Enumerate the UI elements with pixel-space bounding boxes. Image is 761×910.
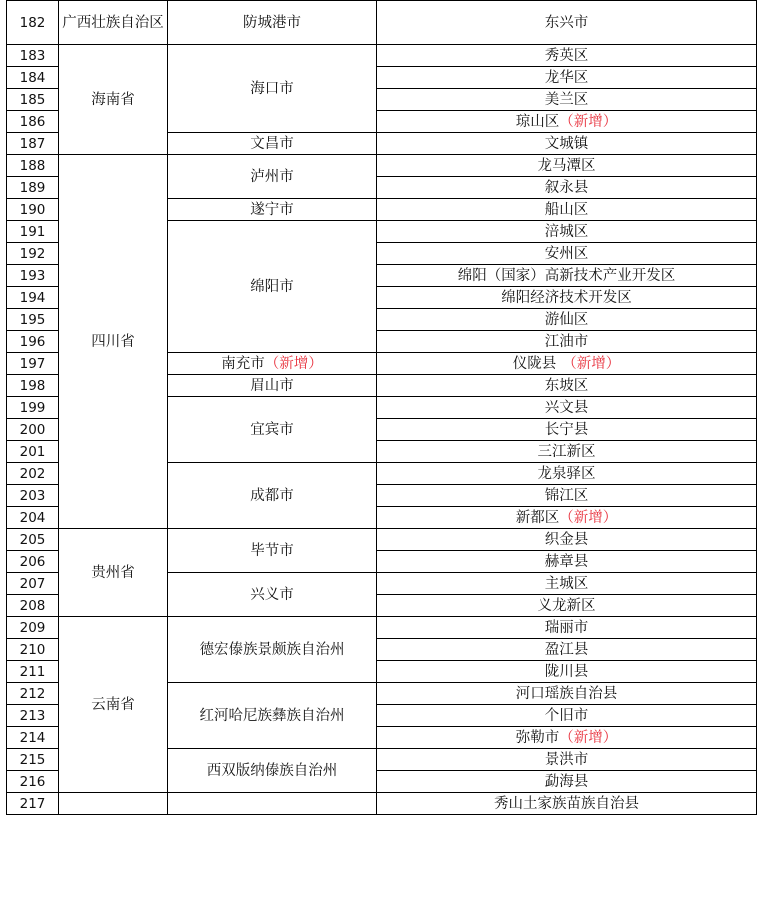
district-cell: 船山区	[377, 199, 757, 221]
table-row	[7, 617, 757, 639]
district-cell: 义龙新区	[377, 595, 757, 617]
district-cell: 景洪市	[377, 749, 757, 771]
row-number: 185	[7, 89, 59, 111]
district-cell: 河口瑶族自治县	[377, 683, 757, 705]
row-number: 217	[7, 793, 59, 815]
row-number: 193	[7, 265, 59, 287]
district-cell: 文城镇	[377, 133, 757, 155]
district-cell: 安州区	[377, 243, 757, 265]
city-cell: 防城港市	[168, 1, 377, 45]
province-cell: 四川省	[59, 155, 168, 529]
row-number: 187	[7, 133, 59, 155]
row-number: 211	[7, 661, 59, 683]
district-cell: 龙泉驿区	[377, 463, 757, 485]
district-name: 琼山区	[515, 113, 560, 130]
row-number: 213	[7, 705, 59, 727]
district-cell: 江油市	[377, 331, 757, 353]
district-cell: 织金县	[377, 529, 757, 551]
district-cell: 龙华区	[377, 67, 757, 89]
table-row	[7, 1, 757, 45]
district-cell: 游仙区	[377, 309, 757, 331]
row-number: 203	[7, 485, 59, 507]
district-cell	[377, 727, 757, 749]
row-number: 201	[7, 441, 59, 463]
district-cell: 陇川县	[377, 661, 757, 683]
row-number: 188	[7, 155, 59, 177]
row-number: 196	[7, 331, 59, 353]
row-number: 184	[7, 67, 59, 89]
new-badge: （新增）	[559, 113, 618, 130]
district-cell: 兴文县	[377, 397, 757, 419]
row-number: 216	[7, 771, 59, 793]
district-cell: 个旧市	[377, 705, 757, 727]
row-number: 204	[7, 507, 59, 529]
city-cell: 绵阳市	[168, 221, 377, 353]
district-cell: 涪城区	[377, 221, 757, 243]
table-row	[7, 45, 757, 67]
district-cell: 叙永县	[377, 177, 757, 199]
city-cell: 文昌市	[168, 133, 377, 155]
row-number: 189	[7, 177, 59, 199]
city-cell	[168, 793, 377, 815]
row-number: 198	[7, 375, 59, 397]
row-number: 205	[7, 529, 59, 551]
district-name: 弥勒市	[515, 729, 560, 746]
new-badge: （新增）	[559, 729, 618, 746]
province-cell: 云南省	[59, 617, 168, 793]
district-name: 新都区	[515, 509, 560, 526]
district-name: 仪陇县	[512, 355, 557, 372]
district-cell: 勐海县	[377, 771, 757, 793]
row-number: 210	[7, 639, 59, 661]
row-number: 192	[7, 243, 59, 265]
district-cell: 美兰区	[377, 89, 757, 111]
new-badge: （新增）	[562, 355, 621, 372]
province-cell: 广西壮族自治区	[59, 1, 168, 45]
table-row	[7, 155, 757, 177]
province-cell: 贵州省	[59, 529, 168, 617]
city-cell: 海口市	[168, 45, 377, 133]
district-cell: 龙马潭区	[377, 155, 757, 177]
row-number: 212	[7, 683, 59, 705]
district-cell: 绵阳（国家）高新技术产业开发区	[377, 265, 757, 287]
new-badge: （新增）	[264, 355, 323, 372]
district-cell: 三江新区	[377, 441, 757, 463]
row-number: 182	[7, 1, 59, 45]
province-cell: 海南省	[59, 45, 168, 155]
row-number: 209	[7, 617, 59, 639]
row-number: 199	[7, 397, 59, 419]
district-cell: 主城区	[377, 573, 757, 595]
district-cell: 秀英区	[377, 45, 757, 67]
city-name: 南充市	[221, 355, 265, 372]
new-badge: （新增）	[559, 509, 618, 526]
district-cell	[377, 111, 757, 133]
city-cell: 成都市	[168, 463, 377, 529]
district-cell: 东兴市	[377, 1, 757, 45]
row-number: 202	[7, 463, 59, 485]
table-row	[7, 529, 757, 551]
region-table	[6, 0, 757, 815]
row-number: 186	[7, 111, 59, 133]
row-number: 207	[7, 573, 59, 595]
city-cell	[168, 353, 377, 375]
district-cell: 盈江县	[377, 639, 757, 661]
row-number: 214	[7, 727, 59, 749]
row-number: 190	[7, 199, 59, 221]
city-cell: 西双版纳傣族自治州	[168, 749, 377, 793]
city-cell: 毕节市	[168, 529, 377, 573]
row-number: 206	[7, 551, 59, 573]
district-cell: 东坡区	[377, 375, 757, 397]
city-cell: 宜宾市	[168, 397, 377, 463]
city-cell: 红河哈尼族彝族自治州	[168, 683, 377, 749]
city-cell: 兴义市	[168, 573, 377, 617]
province-cell	[59, 793, 168, 815]
row-number: 197	[7, 353, 59, 375]
city-cell: 遂宁市	[168, 199, 377, 221]
district-cell: 瑞丽市	[377, 617, 757, 639]
city-cell: 泸州市	[168, 155, 377, 199]
district-cell	[377, 507, 757, 529]
row-number: 208	[7, 595, 59, 617]
district-cell: 长宁县	[377, 419, 757, 441]
city-cell: 眉山市	[168, 375, 377, 397]
district-cell	[377, 353, 757, 375]
table-row	[7, 793, 757, 815]
district-cell: 赫章县	[377, 551, 757, 573]
row-number: 215	[7, 749, 59, 771]
row-number: 200	[7, 419, 59, 441]
row-number: 191	[7, 221, 59, 243]
district-cell: 锦江区	[377, 485, 757, 507]
city-cell: 德宏傣族景颇族自治州	[168, 617, 377, 683]
row-number: 183	[7, 45, 59, 67]
district-cell: 秀山土家族苗族自治县	[377, 793, 757, 815]
row-number: 194	[7, 287, 59, 309]
row-number: 195	[7, 309, 59, 331]
district-cell: 绵阳经济技术开发区	[377, 287, 757, 309]
